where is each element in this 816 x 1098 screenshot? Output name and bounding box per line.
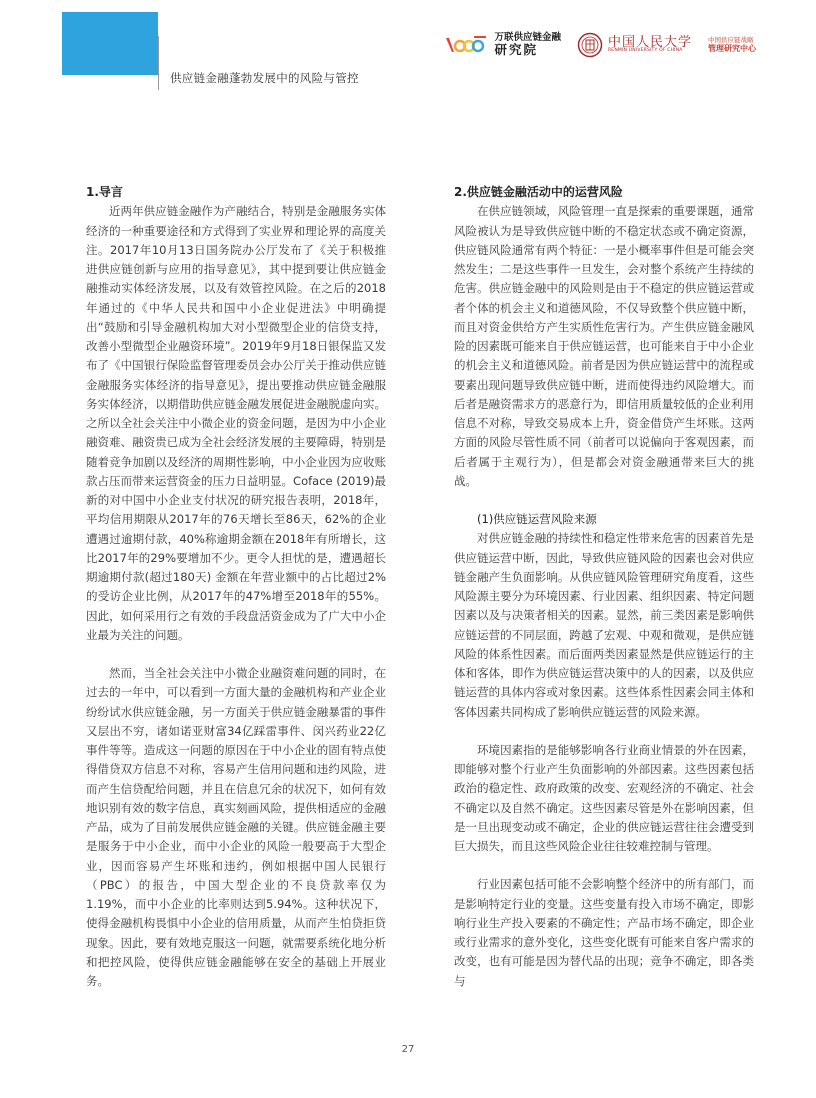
- risk-sources-paragraph-2: 环境因素指的是能够影响各行业商业情景的外在因素，即能够对整个行业产生负面影响的外部因素。这些因素包括政治的稳定性、政府政策的改变、宏观经济的不确定、社会不确定以及自然不确定。这些因素尽管是外在影响因素，但是一旦出现变动或不确定，企业的供应链运营往往会遭受到巨大损失，而且这些风险企业往往较难控制与管理。: [454, 742, 754, 853]
- wanlian-name: 万联供应链金融: [494, 32, 561, 44]
- header-divider: [158, 36, 159, 90]
- research-center-logo: [708, 37, 756, 54]
- risk-sources-paragraph-1: 对供应链金融的持续性和稳定性带来危害的因素首先是供应链运营中断，因此，导致供应链风险的因素也会对供应链金融产生负面影响。从供应链风险管理研究角度看，这些风险源主要分为环境因素、行业因素、组织因素、特定问题因素以及与决策者相关的因素。显然，前三类因素是影响供应链运营的不同层面，跨越了宏观、中观和微观，是供应链风险的体系性因素。而后面两类因素显然是供应链运行的主体和客体，即作为供应链运营决策中的人的因素，以及供应链运营的具体内容或对象因素。这些体系性因素会同主体和客体因素共同构成了影响供应链运营的风险来源。: [454, 531, 754, 719]
- header-color-block: [62, 12, 158, 75]
- page-number: 27: [401, 1044, 415, 1055]
- intro-paragraph-2: 然而，当全社会关注中小微企业融资难问题的同时，在过去的一年中，可以看到一方面大量的金融机构和产业企业纷纷试水供应链金融，另一方面关于供应链金融暴雷的事件又层出不穷，诸如诺亚财富34亿踩雷事件、闵兴药业22亿事件等等。造成这一问题的原因在于中小企业的固有特点使得借贷双方信息不对称，容易产生信用问题和违约风险，进而产生信贷配给问题，并且在信息冗余的状况下，如何有效地识别有效的数字信息，真实刻画风险，提供相适应的金融产品，成为了目前发展供应链金融的关键。供应链金融主要是服务于中小企业，而中小企业的风险一般要高于大型企业，因而容易产生坏账和违约，例如根据中国人民银行（PBC）的报告，中国大型企业的不良贷款率仅为1.19%，而中小企业的比率则达到5.94%。这种状况下，使得金融机构畏惧中小企业的信用质量，从而产生怕贷拒贷现象。因此，要有效地克服这一问题，就需要系统化地分析和把控风险，使得供应链金融能够在安全的基础上开展业务。: [86, 666, 386, 988]
- wanlian-mark-icon: [444, 34, 488, 56]
- header-logos: [444, 30, 756, 60]
- renmin-name-en: RENMIN UNIVERSITY OF CHINA: [607, 48, 683, 54]
- wanlian-subname: 研究院: [494, 42, 538, 58]
- center-name-line1: 中国供应链战略: [708, 35, 754, 44]
- subsection-heading-risk-sources: (1)供应链运营风险来源: [477, 512, 597, 526]
- risk-sources-paragraph-3: 行业因素包括可能不会影响整个经济中的所有部门，而是影响特定行业的变量。这些变量有投入市场不确定，即影响行业生产投入要素的不确定性；产品市场不确定，即企业或行业需求的意外变化，这些变化既有可能来自客户需求的改变，也有可能是因为替代品的出现；竞争不确定，即各类与: [454, 877, 754, 988]
- renmin-name: 中国人民大学: [607, 34, 692, 50]
- center-name-line2: 管理研究中心: [708, 44, 756, 54]
- wanlian-logo: [444, 33, 561, 56]
- left-column: [86, 183, 386, 991]
- section-heading-operational-risk: 2.供应链金融活动中的运营风险: [454, 185, 623, 199]
- right-column: [454, 183, 754, 991]
- renmin-logo: [577, 32, 692, 58]
- running-header-title: 供应链金融蓬勃发展中的风险与管控: [170, 71, 359, 85]
- intro-paragraph-1: 近两年供应链金融作为产融结合，特别是金融服务实体经济的一种重要途径和方式得到了实业界和理论界的高度关注。2017年10月13日国务院办公厅发布了《关于积极推进供应链创新与应用的指导意见》，其中提到要让供应链金融推动实体经济发展，以及有效管控风险。在之后的2018年通过的《中华人民共和国中小企业促进法》中明确提出“鼓励和引导金融机构加大对小型微型企业的信贷支持，改善小型微型企业融资环境”。2019年9月18日银保监又发布了《中国银行保险监督管理委员会办公厅关于推动供应链金融服务实体经济的指导意见》，提出要推动供应链金融服务实体经济，以期借助供应链金融发展促进金融脱虚向实。之所以全社会关注中小微企业的资金问题，是因为中小企业融资难、融资贵已成为全社会经济发展的主要障碍，特别是随着竞争加剧以及经济的周期性影响，中小企业因为应收账款占压而带来运营资金的压力日益明显。Coface (2019)最新的对中国中小企业支付状况的研究报告表明，2018年，平均信用期限从2017年的76天增长至86天，62%的企业遭遇过逾期付款，40%称逾期金额在2018年有所增长，这比2017年的29%要增加不少。更令人担忧的是，遭遇超长期逾期付款(超过180天) 金额在年营业额中的占比超过2%的受访企业比例，从2017年的47%增至2018年的55%。因此，如何采用行之有效的手段盘活资金成为了广大中小企业最为关注的问题。: [86, 204, 386, 642]
- risk-intro-paragraph: 在供应链领域，风险管理一直是探索的重要课题，通常风险被认为是导致供应链中断的不稳定状态或不确定资源，供应链风险通常有两个特征：一是小概率事件但是可能会突然发生；二是这些事件一旦发生，会对整个系统产生持续的危害。供应链金融中的风险则是由于不稳定的供应链运营或者个体的机会主义和道德风险，不仅导致整个供应链中断，而且对资金供给方产生实质性危害行为。产生供应链金融风险的因素既可能来自于供应链运营，也可能来自于中小企业的机会主义和道德风险。前者是因为供应链运营中的流程或要素出现问题导致供应链中断，进而使得违约风险增大。而后者是融资需求方的恶意行为，即信用质量较低的企业利用信息不对称，导致交易成本上升，资金借贷产生坏账。这两方面的风险尽管性质不同（前者可以说偏向于客观因素，而后者属于主观行为），但是都会对资金融通带来巨大的挑战。: [454, 204, 754, 488]
- section-heading-intro: 1.导言: [86, 185, 123, 199]
- university-seal-icon: [577, 32, 603, 58]
